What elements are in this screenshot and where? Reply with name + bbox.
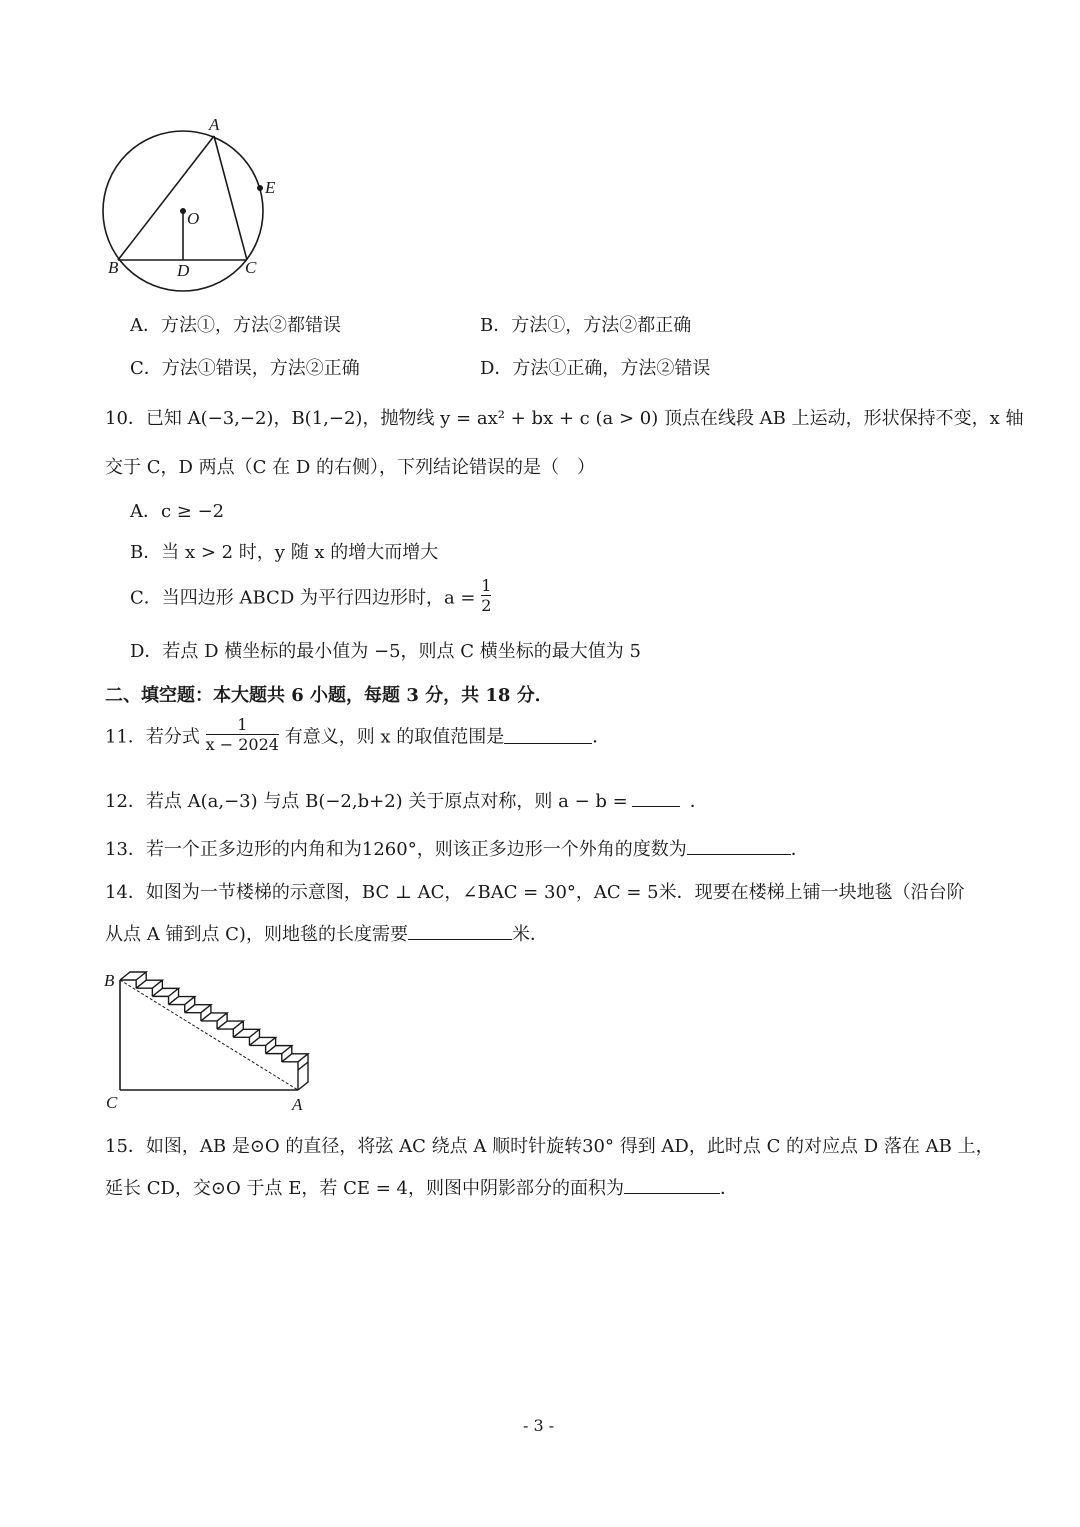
segment-ac (214, 136, 247, 260)
staircase-figure (100, 950, 340, 1120)
stair-hypotenuse-ba (120, 980, 298, 1090)
q11-numerator: 1 (237, 715, 248, 734)
label-a: A (209, 115, 220, 134)
question-13 (105, 835, 809, 861)
q11-answer-blank[interactable] (504, 727, 592, 744)
q15-stem-line1: 15．如图，AB 是⊙O 的直径，将弦 AC 绕点 A 顺时针旋转30° 得到 AD，此时点 C 的对应点 D 落在 AB 上， (105, 1136, 994, 1157)
q9-option-b: B．方法①，方法②都正确 (480, 315, 692, 336)
q9-option-c: C．方法①错误，方法②正确 (130, 358, 360, 379)
label-o: O (187, 209, 200, 228)
section-2-heading: 二、填空题：本大题共 6 小题，每题 3 分，共 18 分． (105, 685, 553, 706)
q13-text: 13．若一个正多边形的内角和为1260°，则该正多边形一个外角的度数为 (105, 839, 687, 860)
q10-option-d: D．若点 D 横坐标的最小值为 −5，则点 C 横坐标的最大值为 5 (130, 641, 641, 662)
label-e: E (265, 178, 276, 197)
stair-step-lines (120, 972, 308, 1090)
q12-answer-blank[interactable] (632, 790, 680, 807)
q11-prefix: 11．若分式 (105, 726, 200, 748)
q10-option-c (130, 578, 491, 615)
q15-line2-text: 延长 CD，交⊙O 于点 E，若 CE = 4，则图中阴影部分的面积为 (105, 1178, 624, 1199)
label-b: B (108, 258, 119, 277)
q13-end: ． (790, 839, 809, 860)
q10-stem-line1: 10．已知 A(−3,−2)，B(1,−2)，抛物线 y = ax² + bx + c (a > 0) 顶点在线段 AB 上运动，形状保持不变，x 轴 (105, 408, 1024, 429)
point-e (257, 185, 263, 191)
q11-denominator: x − 2024 (205, 734, 279, 754)
q9-option-a: A．方法①，方法②都错误 (130, 315, 341, 336)
q11-fraction (206, 717, 279, 754)
q10-option-b: B．当 x > 2 时，y 随 x 的增大而增大 (130, 542, 439, 563)
page-number: - 3 - (523, 1416, 555, 1435)
q12-text: 12．若点 A(a,−3) 与点 B(−2,b+2) 关于原点对称，则 a − b = (105, 791, 628, 812)
q11-suffix: 有意义，则 x 的取值范围是 (284, 726, 505, 748)
q14-line2-end: 米． (511, 924, 548, 945)
stair-label-a: A (292, 1095, 303, 1114)
q9-option-d: D．方法①正确，方法②错误 (480, 358, 711, 379)
circle-triangle-figure (95, 112, 285, 292)
stair-label-c: C (106, 1093, 118, 1112)
q10-option-c-numerator: 1 (481, 576, 492, 595)
q14-line2-text: 从点 A 铺到点 C)，则地毯的长度需要 (105, 924, 408, 945)
label-d: D (177, 261, 190, 280)
q10-option-a: A．c ≥ −2 (130, 501, 225, 522)
q10-option-c-fraction (481, 578, 491, 615)
q11-end: ． (592, 726, 611, 748)
stair-steps (120, 972, 308, 1090)
q15-stem-line2 (105, 1174, 738, 1200)
stair-label-b: B (104, 971, 115, 990)
q13-answer-blank[interactable] (687, 838, 791, 855)
q14-answer-blank[interactable] (408, 923, 512, 940)
q15-line2-end: ． (719, 1178, 738, 1199)
q14-stem-line2 (105, 920, 548, 946)
q10-stem-line2: 交于 C，D 两点（C 在 D 的右侧），下列结论错误的是（ ） (105, 457, 596, 478)
point-o (180, 208, 186, 214)
q12-end: ． (689, 791, 708, 812)
segment-ab (118, 136, 214, 260)
label-c: C (245, 258, 257, 277)
question-11 (105, 717, 610, 754)
q10-option-c-text: C．当四边形 ABCD 为平行四边形时，a = (130, 587, 476, 609)
q10-option-c-denominator: 2 (481, 595, 492, 615)
q15-answer-blank[interactable] (624, 1177, 720, 1194)
q14-stem-line1: 14．如图为一节楼梯的示意图，BC ⊥ AC，∠BAC = 30°，AC = 5米．现要在楼梯上铺一块地毯（沿台阶 (105, 882, 965, 903)
question-12 (105, 787, 708, 813)
